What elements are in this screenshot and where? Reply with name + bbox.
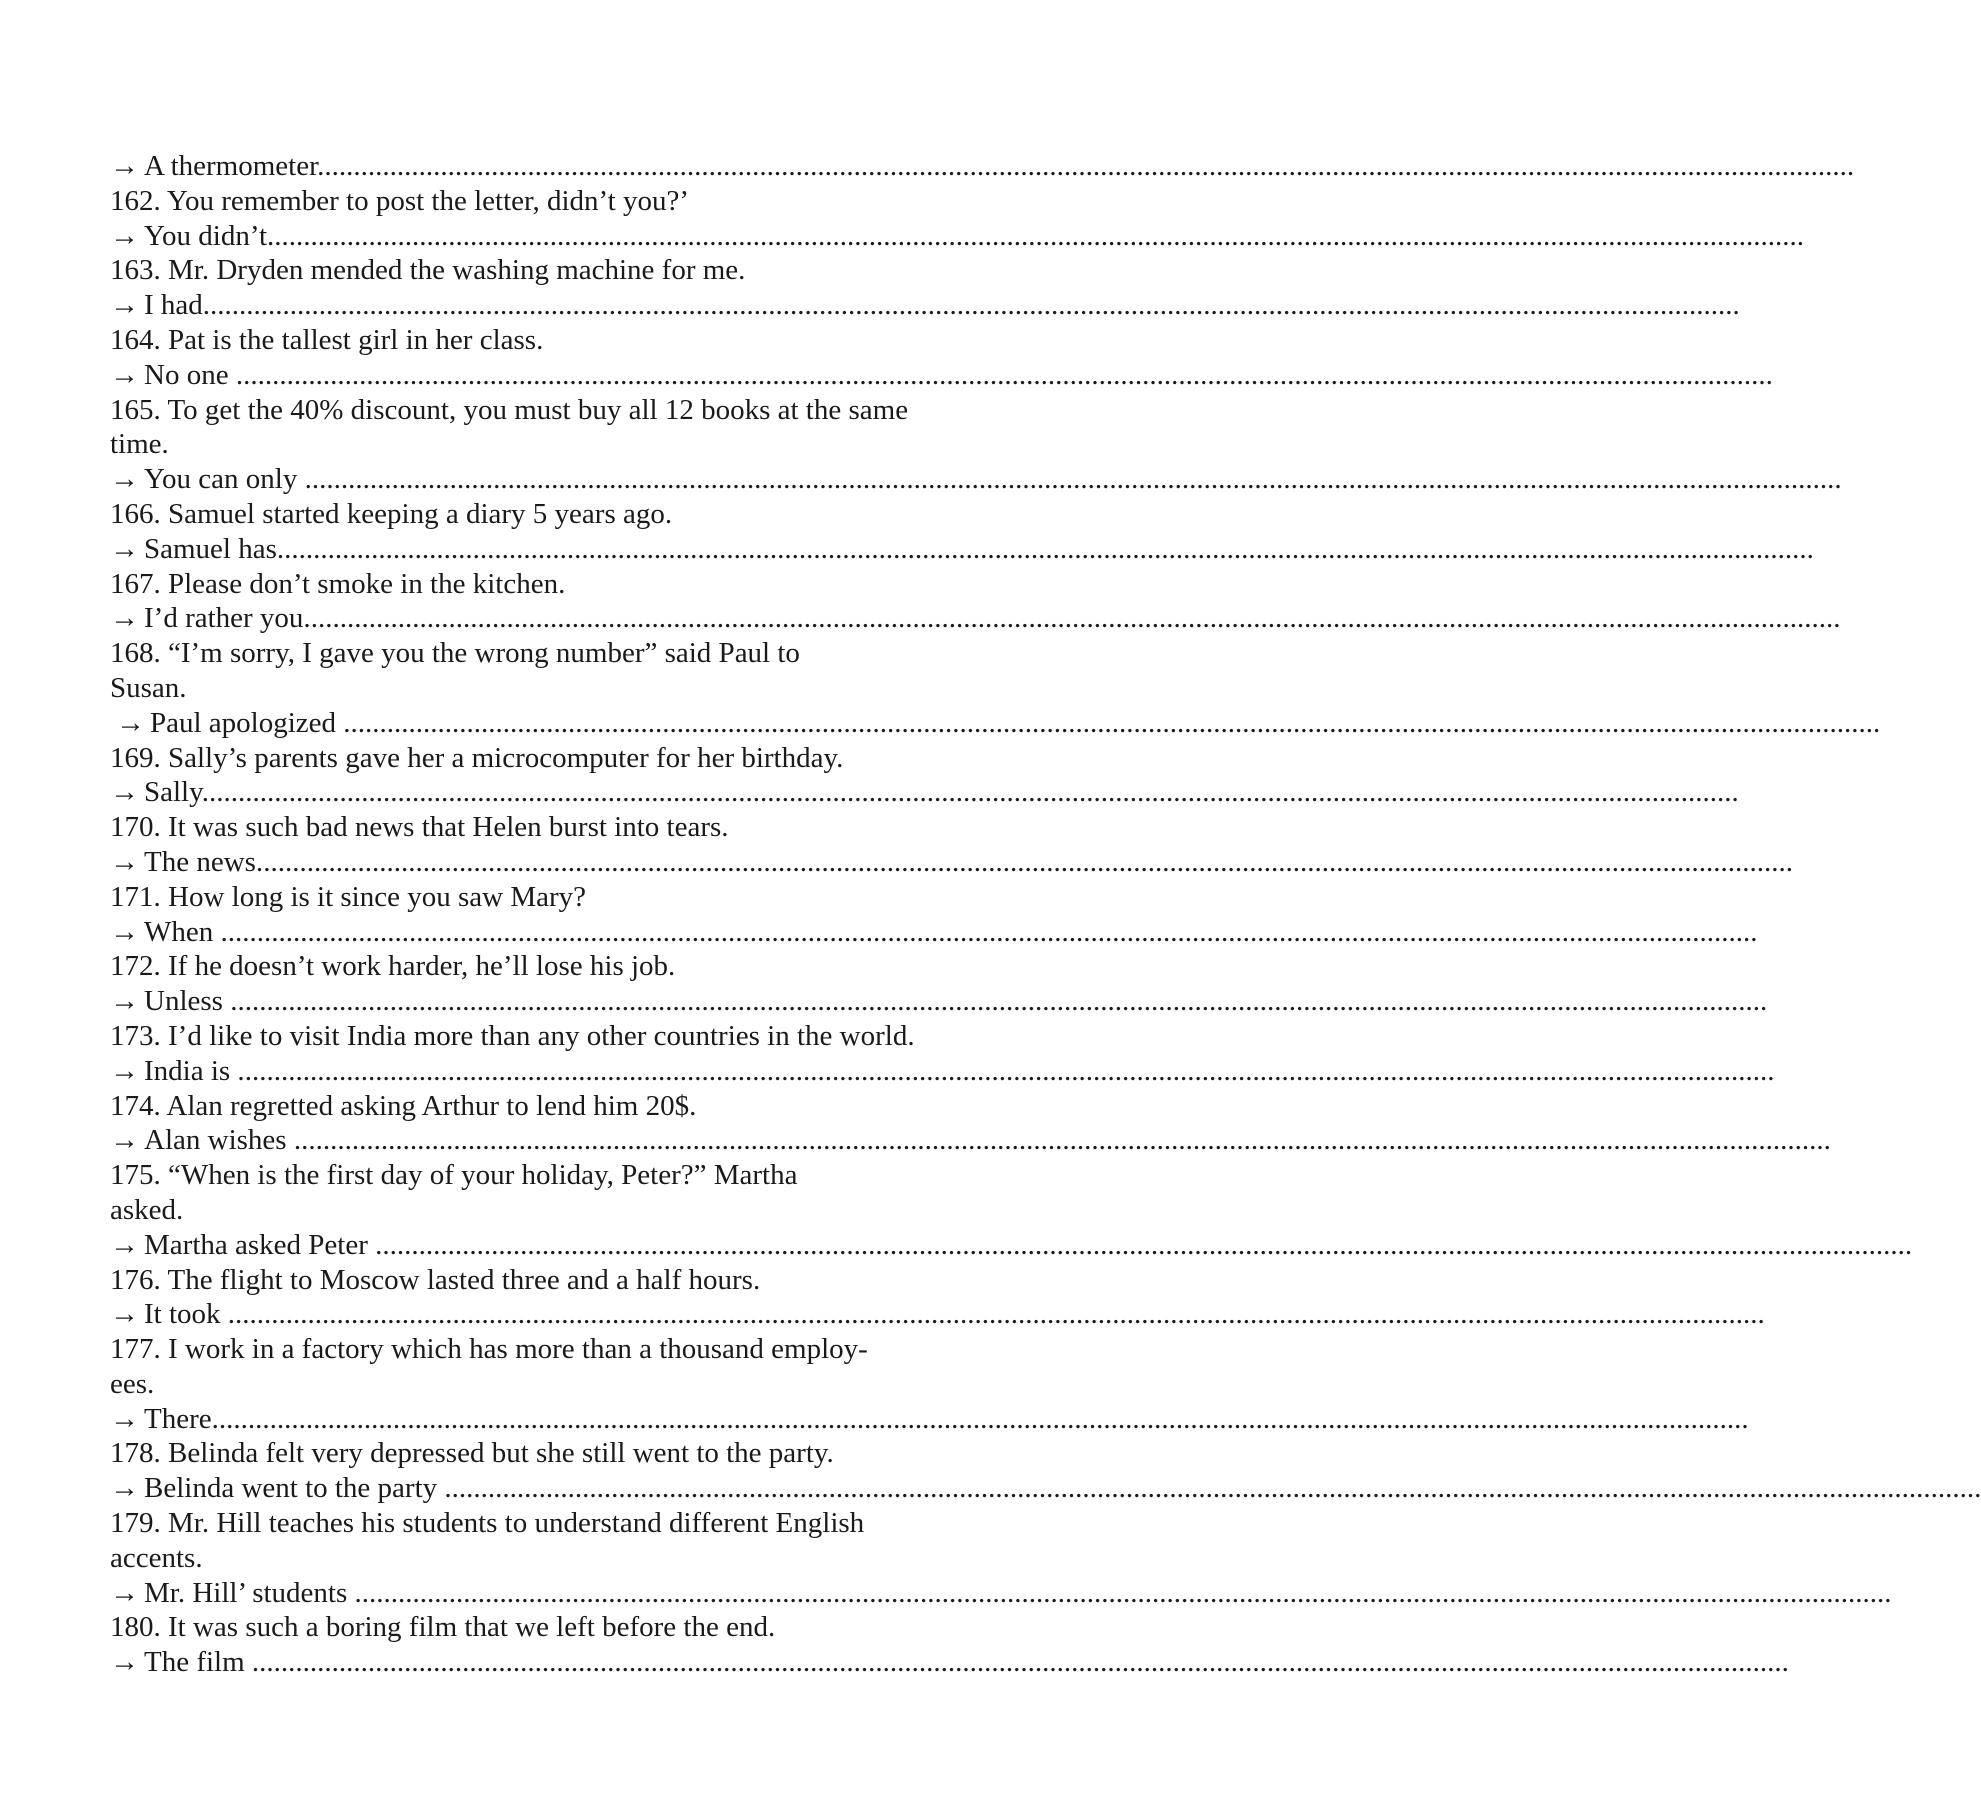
answer-prompt: India is .: [144, 1054, 245, 1087]
answer-prompt: Unless .: [144, 985, 238, 1018]
arrow-icon: →: [110, 1298, 139, 1331]
arrow-icon: →: [110, 845, 139, 878]
question-text: 166. Samuel started keeping a diary 5 years ago.: [110, 497, 673, 530]
answer-line: [110, 706, 1881, 741]
question-text: 164. Pat is the tallest girl in her class.: [110, 323, 544, 356]
answer-blank[interactable]: ...................................................................................................................................................................................................................: [361, 1576, 1892, 1609]
answer-blank[interactable]: ...................................................................................................................................................................................................................: [235, 1298, 1765, 1331]
answer-line: [110, 1402, 1749, 1437]
answer-prompt: I’d rather you.: [144, 602, 311, 635]
answer-prompt: It took .: [144, 1298, 236, 1331]
answer-prompt: Martha asked Peter .: [144, 1228, 383, 1261]
answer-prompt: Alan wishes .: [144, 1124, 302, 1157]
answer-prompt: You didn’t.: [144, 219, 275, 252]
question-text: 173. I’d like to visit India more than any other countries in the world.: [110, 1019, 915, 1052]
answer-line: [110, 532, 1814, 567]
answer-prompt: Belinda went to the party .: [144, 1472, 452, 1505]
answer-blank[interactable]: ...................................................................................................................................................................................................................: [451, 1472, 1981, 1505]
question-text: 171. How long is it since you saw Mary?: [110, 880, 587, 913]
question-text: 169. Sally’s parents gave her a microcomputer for her birthday.: [110, 741, 844, 774]
question-text: 177. I work in a factory which has more than a thousand employ- ees.: [110, 1333, 868, 1400]
arrow-icon: →: [110, 150, 139, 182]
answer-blank[interactable]: ...................................................................................................................................................................................................................: [350, 706, 1881, 739]
question-text: 174. Alan regretted asking Arthur to lend him 20$.: [110, 1089, 697, 1122]
question-text: 176. The flight to Moscow lasted three and a half hours.: [110, 1263, 761, 1296]
arrow-icon: →: [110, 1576, 139, 1609]
arrow-icon: →: [110, 776, 139, 809]
answer-blank[interactable]: ...................................................................................................................................................................................................................: [227, 915, 1758, 948]
question-text: 175. “When is the first day of your holiday, Peter?” Martha asked.: [110, 1159, 798, 1226]
answer-prompt: There.: [144, 1402, 219, 1435]
arrow-icon: →: [116, 706, 145, 739]
arrow-icon: →: [110, 1402, 139, 1435]
arrow-icon: →: [110, 915, 139, 948]
answer-prompt: Sally.: [144, 776, 209, 809]
arrow-icon: →: [110, 219, 139, 252]
answer-prompt: Paul apologized .: [150, 706, 351, 739]
answer-blank[interactable]: ...................................................................................................................................................................................................................: [243, 358, 1773, 391]
arrow-icon: →: [110, 532, 139, 565]
answer-line: [110, 1471, 1981, 1506]
question-text: 179. Mr. Hill teaches his students to understand different English accents.: [110, 1507, 865, 1574]
question-text: 162. You remember to post the letter, didn’t you?’: [110, 184, 690, 217]
answer-line: [110, 358, 1773, 393]
answer-blank[interactable]: ...................................................................................................................................................................................................................: [311, 463, 1842, 496]
answer-blank[interactable]: ...................................................................................................................................................................................................................: [324, 150, 1855, 182]
answer-line: [110, 462, 1842, 497]
answer-line: [110, 1645, 1789, 1680]
answer-line: [110, 288, 1740, 323]
answer-line: [110, 1228, 1913, 1263]
question-text: 168. “I’m sorry, I gave you the wrong number” said Paul to Susan.: [110, 637, 800, 704]
arrow-icon: →: [110, 1054, 139, 1087]
question-text: 178. Belinda felt very depressed but she still went to the party.: [110, 1437, 834, 1470]
answer-line: [110, 149, 1855, 184]
answer-prompt: The news.: [144, 845, 264, 878]
answer-blank[interactable]: ...................................................................................................................................................................................................................: [244, 1054, 1775, 1087]
answer-line: [110, 1576, 1892, 1611]
answer-prompt: I had.: [144, 289, 211, 322]
answer-prompt: When .: [144, 915, 228, 948]
answer-line: [110, 845, 1793, 880]
answer-prompt: The film .: [144, 1646, 260, 1679]
question-text: 170. It was such bad news that Helen burst into tears.: [110, 811, 729, 844]
answer-prompt: Mr. Hill’ students .: [144, 1576, 362, 1609]
answer-line: [110, 1054, 1775, 1089]
answer-line: [110, 601, 1841, 636]
answer-prompt: No one .: [144, 358, 244, 391]
answer-line: [110, 915, 1758, 950]
answer-line: [110, 219, 1805, 254]
arrow-icon: →: [110, 602, 139, 635]
answer-prompt: Samuel has.: [144, 532, 285, 565]
answer-blank[interactable]: ...................................................................................................................................................................................................................: [237, 985, 1768, 1018]
question-text: 167. Please don’t smoke in the kitchen.: [110, 567, 566, 600]
answer-line: [110, 1297, 1765, 1332]
answer-line: [110, 775, 1739, 810]
arrow-icon: →: [110, 1228, 139, 1261]
answer-prompt: You can only .: [144, 463, 312, 496]
question-text: 163. Mr. Dryden mended the washing machine for me.: [110, 254, 746, 287]
arrow-icon: →: [110, 289, 139, 322]
answer-blank[interactable]: ...................................................................................................................................................................................................................: [274, 219, 1805, 252]
answer-blank[interactable]: ...................................................................................................................................................................................................................: [301, 1124, 1831, 1157]
answer-line: [110, 984, 1768, 1019]
arrow-icon: →: [110, 358, 139, 391]
worksheet-page: [110, 149, 1981, 1680]
answer-line: [110, 1123, 1831, 1158]
question-text: 172. If he doesn’t work harder, he’ll lose his job.: [110, 950, 676, 983]
arrow-icon: →: [110, 985, 139, 1018]
answer-blank[interactable]: ...................................................................................................................................................................................................................: [382, 1228, 1913, 1261]
arrow-icon: →: [110, 463, 139, 496]
answer-blank[interactable]: ...................................................................................................................................................................................................................: [263, 845, 1793, 878]
answer-blank[interactable]: ...................................................................................................................................................................................................................: [210, 289, 1740, 322]
answer-blank[interactable]: ...................................................................................................................................................................................................................: [208, 776, 1739, 809]
question-text: 165. To get the 40% discount, you must buy all 12 books at the same time.: [110, 393, 909, 461]
answer-blank[interactable]: ...................................................................................................................................................................................................................: [284, 532, 1814, 565]
arrow-icon: →: [110, 1646, 139, 1679]
answer-blank[interactable]: ...................................................................................................................................................................................................................: [310, 602, 1841, 635]
answer-blank[interactable]: ...................................................................................................................................................................................................................: [259, 1646, 1789, 1679]
answer-prompt: A thermometer.: [144, 150, 325, 182]
arrow-icon: →: [110, 1124, 139, 1157]
question-text: 180. It was such a boring film that we left before the end.: [110, 1611, 776, 1644]
arrow-icon: →: [110, 1472, 139, 1505]
answer-blank[interactable]: ...................................................................................................................................................................................................................: [218, 1402, 1749, 1435]
